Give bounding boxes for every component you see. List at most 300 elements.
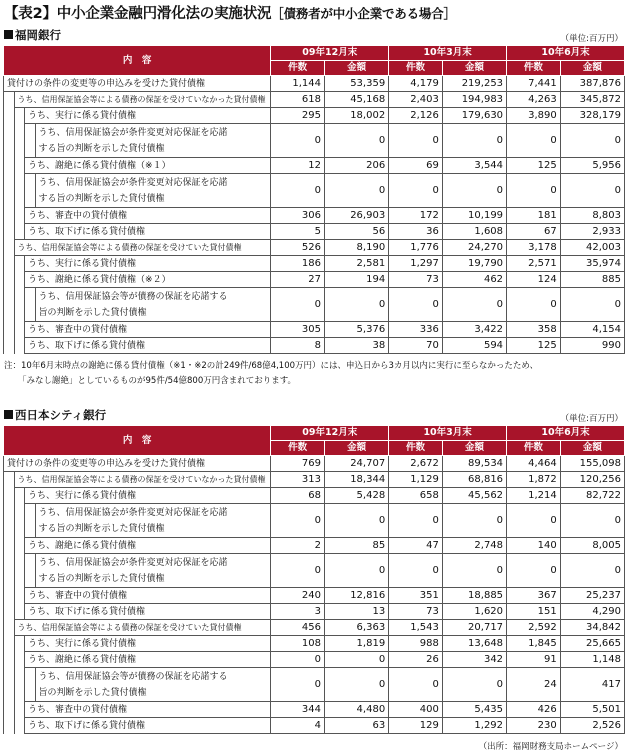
cell-value: 179,630 <box>442 108 506 124</box>
footnote-line: 注：10年6月末時点の謝絶に係る貸付債権（※1・※2の計249件/68億4,100万円）には、申込日から3カ月以内に実行に至らなかったため、 <box>4 361 539 371</box>
table-row <box>4 456 625 472</box>
cell-value: 618 <box>271 92 325 108</box>
cell-value: 68 <box>271 488 325 504</box>
cell-value: 1,129 <box>389 472 443 488</box>
cell-value: 19,790 <box>442 256 506 272</box>
cell-value: 70 <box>389 338 443 354</box>
cell-value: 2,672 <box>389 456 443 472</box>
cell-value: 7,441 <box>507 76 561 92</box>
cell-value: 56 <box>324 224 388 240</box>
cell-value: 85 <box>324 538 388 554</box>
cell-value: 1,297 <box>389 256 443 272</box>
cell-value: 125 <box>507 338 561 354</box>
row-label: うち、審査中の貸付債権 <box>25 208 271 224</box>
cell-value: 24,270 <box>442 240 506 256</box>
indent-cell <box>25 554 36 588</box>
cell-value: 0 <box>560 288 624 322</box>
header-item: 内 容 <box>4 426 271 456</box>
unit-label-2: （単位:百万円） <box>560 414 623 424</box>
table-row <box>4 620 625 636</box>
bank-name-1: 福岡銀行 <box>4 27 61 43</box>
indent-cell <box>14 702 25 718</box>
cell-value: 2,748 <box>442 538 506 554</box>
cell-value: 42,003 <box>560 240 624 256</box>
cell-value: 351 <box>389 588 443 604</box>
cell-value: 0 <box>324 668 388 702</box>
cell-value: 5,435 <box>442 702 506 718</box>
cell-value: 2,933 <box>560 224 624 240</box>
unit-label-1: （単位:百万円） <box>560 34 623 44</box>
table-row <box>4 174 625 208</box>
cell-value: 4,154 <box>560 322 624 338</box>
cell-value: 2,526 <box>560 718 624 734</box>
cell-value: 124 <box>507 272 561 288</box>
cell-value: 186 <box>271 256 325 272</box>
cell-value: 1,292 <box>442 718 506 734</box>
cell-value: 0 <box>324 652 388 668</box>
cell-value: 73 <box>389 604 443 620</box>
cell-value: 3,890 <box>507 108 561 124</box>
cell-value: 0 <box>389 668 443 702</box>
indent-cell <box>4 620 15 636</box>
cell-value: 3 <box>271 604 325 620</box>
row-label: うち、信用保証協会等による債務の保証を受けていた貸付債権 <box>14 620 271 636</box>
cell-value: 305 <box>271 322 325 338</box>
cell-value: 69 <box>389 158 443 174</box>
cell-value: 594 <box>442 338 506 354</box>
cell-value: 0 <box>324 124 388 158</box>
cell-value: 456 <box>271 620 325 636</box>
indent-cell <box>25 504 36 538</box>
indent-cell <box>14 108 25 124</box>
indent-cell <box>4 224 15 240</box>
cell-value: 0 <box>560 174 624 208</box>
cell-value: 769 <box>271 456 325 472</box>
cell-value: 35,974 <box>560 256 624 272</box>
cell-value: 8,803 <box>560 208 624 224</box>
cell-value: 426 <box>507 702 561 718</box>
header-amount: 金額 <box>324 61 388 76</box>
indent-cell <box>14 208 25 224</box>
indent-cell <box>14 256 25 272</box>
cell-value: 194,983 <box>442 92 506 108</box>
header-amount: 金額 <box>560 61 624 76</box>
indent-cell <box>4 488 15 504</box>
indent-cell <box>4 652 15 668</box>
row-label: うち、取下げに係る貸付債権 <box>25 718 271 734</box>
cell-value: 13,648 <box>442 636 506 652</box>
cell-value: 4,263 <box>507 92 561 108</box>
table-row <box>4 538 625 554</box>
row-label: うち、信用保証協会等が債務の保証を応諾する旨の判断を示した貸付債権 <box>35 288 271 322</box>
indent-cell <box>4 668 15 702</box>
cell-value: 0 <box>442 174 506 208</box>
indent-cell <box>14 604 25 620</box>
row-label: うち、信用保証協会等による債務の保証を受けていた貸付債権 <box>14 240 271 256</box>
indent-cell <box>4 554 15 588</box>
cell-value: 1,776 <box>389 240 443 256</box>
indent-cell <box>14 538 25 554</box>
cell-value: 0 <box>442 504 506 538</box>
cell-value: 45,562 <box>442 488 506 504</box>
indent-cell <box>14 588 25 604</box>
table-row <box>4 92 625 108</box>
cell-value: 1,845 <box>507 636 561 652</box>
title-sub: ［債務者が中小企業である場合］ <box>271 6 456 21</box>
cell-value: 63 <box>324 718 388 734</box>
indent-cell <box>14 636 25 652</box>
cell-value: 0 <box>389 288 443 322</box>
cell-value: 0 <box>507 174 561 208</box>
indent-cell <box>25 288 36 322</box>
row-label: うち、信用保証協会等による債務の保証を受けていなかった貸付債権 <box>14 472 271 488</box>
cell-value: 342 <box>442 652 506 668</box>
table-row <box>4 76 625 92</box>
cell-value: 25,237 <box>560 588 624 604</box>
cell-value: 2,592 <box>507 620 561 636</box>
table-row <box>4 504 625 538</box>
cell-value: 3,544 <box>442 158 506 174</box>
cell-value: 219,253 <box>442 76 506 92</box>
results-table-nishinihon-city <box>3 425 625 734</box>
table-row <box>4 604 625 620</box>
indent-cell <box>14 158 25 174</box>
square-bullet-icon <box>4 30 13 39</box>
indent-cell <box>14 652 25 668</box>
row-label: うち、謝絶に係る貸付債権（※１） <box>25 158 271 174</box>
indent-cell <box>4 174 15 208</box>
indent-cell <box>14 338 25 354</box>
cell-value: 18,344 <box>324 472 388 488</box>
cell-value: 306 <box>271 208 325 224</box>
cell-value: 5,501 <box>560 702 624 718</box>
row-label: うち、謝絶に係る貸付債権 <box>25 538 271 554</box>
cell-value: 8,005 <box>560 538 624 554</box>
table-row <box>4 240 625 256</box>
table-row <box>4 554 625 588</box>
cell-value: 3,422 <box>442 322 506 338</box>
cell-value: 26,903 <box>324 208 388 224</box>
header-period: 09年12月末 <box>271 426 389 441</box>
cell-value: 8,190 <box>324 240 388 256</box>
header-period: 10年3月末 <box>389 46 507 61</box>
indent-cell <box>4 208 15 224</box>
cell-value: 0 <box>442 124 506 158</box>
cell-value: 0 <box>324 554 388 588</box>
indent-cell <box>14 718 25 734</box>
row-label: うち、信用保証協会等による債務の保証を受けていなかった貸付債権 <box>14 92 271 108</box>
cell-value: 13 <box>324 604 388 620</box>
cell-value: 0 <box>442 668 506 702</box>
table-row <box>4 702 625 718</box>
indent-cell <box>4 338 15 354</box>
cell-value: 120,256 <box>560 472 624 488</box>
cell-value: 0 <box>271 288 325 322</box>
cell-value: 73 <box>389 272 443 288</box>
table-row <box>4 472 625 488</box>
row-label: うち、審査中の貸付債権 <box>25 322 271 338</box>
cell-value: 4 <box>271 718 325 734</box>
indent-cell <box>4 636 15 652</box>
cell-value: 5,428 <box>324 488 388 504</box>
cell-value: 67 <box>507 224 561 240</box>
cell-value: 129 <box>389 718 443 734</box>
indent-cell <box>14 272 25 288</box>
cell-value: 5 <box>271 224 325 240</box>
indent-cell <box>4 256 15 272</box>
header-count: 件数 <box>389 61 443 76</box>
cell-value: 18,002 <box>324 108 388 124</box>
cell-value: 2 <box>271 538 325 554</box>
row-label: うち、実行に係る貸付債権 <box>25 108 271 124</box>
cell-value: 0 <box>389 174 443 208</box>
cell-value: 0 <box>560 124 624 158</box>
cell-value: 25,665 <box>560 636 624 652</box>
row-label: うち、信用保証協会が条件変更対応保証を応諾する旨の判断を示した貸付債権 <box>35 124 271 158</box>
row-label: うち、実行に係る貸付債権 <box>25 636 271 652</box>
cell-value: 313 <box>271 472 325 488</box>
cell-value: 1,214 <box>507 488 561 504</box>
cell-value: 0 <box>271 174 325 208</box>
indent-cell <box>4 108 15 124</box>
row-label: うち、実行に係る貸付債権 <box>25 256 271 272</box>
header-amount: 金額 <box>442 61 506 76</box>
header-count: 件数 <box>507 61 561 76</box>
indent-cell <box>14 668 25 702</box>
header-period: 10年6月末 <box>507 426 625 441</box>
cell-value: 206 <box>324 158 388 174</box>
cell-value: 10,199 <box>442 208 506 224</box>
indent-cell <box>25 668 36 702</box>
cell-value: 462 <box>442 272 506 288</box>
cell-value: 24,707 <box>324 456 388 472</box>
cell-value: 658 <box>389 488 443 504</box>
cell-value: 0 <box>271 554 325 588</box>
header-amount: 金額 <box>442 441 506 456</box>
cell-value: 26 <box>389 652 443 668</box>
cell-value: 4,464 <box>507 456 561 472</box>
indent-cell <box>4 92 15 108</box>
cell-value: 1,620 <box>442 604 506 620</box>
table-row <box>4 338 625 354</box>
header-row <box>4 426 625 441</box>
cell-value: 20,717 <box>442 620 506 636</box>
header-period: 09年12月末 <box>271 46 389 61</box>
cell-value: 89,534 <box>442 456 506 472</box>
header-row <box>4 46 625 61</box>
cell-value: 18,885 <box>442 588 506 604</box>
cell-value: 400 <box>389 702 443 718</box>
indent-cell <box>4 604 15 620</box>
cell-value: 108 <box>271 636 325 652</box>
cell-value: 0 <box>507 124 561 158</box>
cell-value: 344 <box>271 702 325 718</box>
cell-value: 181 <box>507 208 561 224</box>
row-label: うち、信用保証協会等が債務の保証を応諾する旨の判断を示した貸付債権 <box>35 668 271 702</box>
cell-value: 4,480 <box>324 702 388 718</box>
cell-value: 125 <box>507 158 561 174</box>
header-count: 件数 <box>507 441 561 456</box>
footnote-line: 「みなし謝絶」としているものが95件/54億800万円含まれております。 <box>18 376 297 386</box>
cell-value: 155,098 <box>560 456 624 472</box>
cell-value: 0 <box>389 124 443 158</box>
cell-value: 417 <box>560 668 624 702</box>
table-row <box>4 208 625 224</box>
cell-value: 988 <box>389 636 443 652</box>
cell-value: 990 <box>560 338 624 354</box>
cell-value: 1,144 <box>271 76 325 92</box>
row-label: 貸付けの条件の変更等の申込みを受けた貸付債権 <box>4 456 271 472</box>
cell-value: 1,543 <box>389 620 443 636</box>
cell-value: 12,816 <box>324 588 388 604</box>
indent-cell <box>4 124 15 158</box>
header-count: 件数 <box>271 61 325 76</box>
header-period: 10年6月末 <box>507 46 625 61</box>
cell-value: 2,126 <box>389 108 443 124</box>
cell-value: 387,876 <box>560 76 624 92</box>
square-bullet-icon <box>4 410 13 419</box>
indent-cell <box>14 322 25 338</box>
cell-value: 36 <box>389 224 443 240</box>
cell-value: 1,819 <box>324 636 388 652</box>
cell-value: 34,842 <box>560 620 624 636</box>
cell-value: 3,178 <box>507 240 561 256</box>
cell-value: 0 <box>271 668 325 702</box>
source-note: （出所：福岡財務支局ホームページ） <box>478 742 623 752</box>
row-label: うち、信用保証協会が条件変更対応保証を応諾する旨の判断を示した貸付債権 <box>35 504 271 538</box>
indent-cell <box>14 224 25 240</box>
bank-name-2: 西日本シティ銀行 <box>4 407 106 423</box>
indent-cell <box>14 488 25 504</box>
cell-value: 45,168 <box>324 92 388 108</box>
cell-value: 336 <box>389 322 443 338</box>
cell-value: 68,816 <box>442 472 506 488</box>
cell-value: 38 <box>324 338 388 354</box>
cell-value: 8 <box>271 338 325 354</box>
cell-value: 885 <box>560 272 624 288</box>
cell-value: 0 <box>507 554 561 588</box>
indent-cell <box>4 718 15 734</box>
indent-cell <box>4 702 15 718</box>
cell-value: 0 <box>324 504 388 538</box>
row-label: うち、信用保証協会が条件変更対応保証を応諾する旨の判断を示した貸付債権 <box>35 554 271 588</box>
title-main: 【表2】中小企業金融円滑化法の実施状況 <box>4 6 272 22</box>
table-row <box>4 322 625 338</box>
cell-value: 53,359 <box>324 76 388 92</box>
row-label: うち、審査中の貸付債権 <box>25 702 271 718</box>
indent-cell <box>4 288 15 322</box>
row-label: うち、謝絶に係る貸付債権 <box>25 652 271 668</box>
cell-value: 0 <box>324 174 388 208</box>
table-row <box>4 652 625 668</box>
cell-value: 0 <box>389 504 443 538</box>
indent-cell <box>14 174 25 208</box>
indent-cell <box>25 124 36 158</box>
cell-value: 1,148 <box>560 652 624 668</box>
cell-value: 230 <box>507 718 561 734</box>
cell-value: 151 <box>507 604 561 620</box>
cell-value: 358 <box>507 322 561 338</box>
indent-cell <box>4 538 15 554</box>
indent-cell <box>4 472 15 488</box>
cell-value: 172 <box>389 208 443 224</box>
table-row <box>4 256 625 272</box>
cell-value: 0 <box>271 504 325 538</box>
cell-value: 0 <box>442 554 506 588</box>
cell-value: 0 <box>507 504 561 538</box>
indent-cell <box>14 554 25 588</box>
cell-value: 2,581 <box>324 256 388 272</box>
row-label: うち、実行に係る貸付債権 <box>25 488 271 504</box>
footnote <box>4 359 538 389</box>
row-label: うち、取下げに係る貸付債権 <box>25 224 271 240</box>
cell-value: 526 <box>271 240 325 256</box>
row-label: うち、謝絶に係る貸付債権（※２） <box>25 272 271 288</box>
indent-cell <box>4 240 15 256</box>
cell-value: 82,722 <box>560 488 624 504</box>
cell-value: 0 <box>324 288 388 322</box>
row-label: うち、取下げに係る貸付債権 <box>25 604 271 620</box>
indent-cell <box>14 124 25 158</box>
page-title <box>4 2 456 23</box>
cell-value: 24 <box>507 668 561 702</box>
cell-value: 1,608 <box>442 224 506 240</box>
row-label: 貸付けの条件の変更等の申込みを受けた貸付債権 <box>4 76 271 92</box>
cell-value: 0 <box>507 288 561 322</box>
cell-value: 367 <box>507 588 561 604</box>
cell-value: 295 <box>271 108 325 124</box>
table-row <box>4 158 625 174</box>
cell-value: 5,376 <box>324 322 388 338</box>
cell-value: 4,179 <box>389 76 443 92</box>
indent-cell <box>4 158 15 174</box>
header-item: 内 容 <box>4 46 271 76</box>
row-label: うち、審査中の貸付債権 <box>25 588 271 604</box>
indent-cell <box>4 504 15 538</box>
header-amount: 金額 <box>560 441 624 456</box>
indent-cell <box>25 174 36 208</box>
table-row <box>4 718 625 734</box>
table-row <box>4 668 625 702</box>
cell-value: 0 <box>389 554 443 588</box>
cell-value: 12 <box>271 158 325 174</box>
table-row <box>4 288 625 322</box>
table-row <box>4 272 625 288</box>
table-row <box>4 636 625 652</box>
cell-value: 2,571 <box>507 256 561 272</box>
indent-cell <box>14 288 25 322</box>
cell-value: 345,872 <box>560 92 624 108</box>
cell-value: 328,179 <box>560 108 624 124</box>
cell-value: 27 <box>271 272 325 288</box>
header-count: 件数 <box>389 441 443 456</box>
row-label: うち、信用保証協会が条件変更対応保証を応諾する旨の判断を示した貸付債権 <box>35 174 271 208</box>
row-label: うち、取下げに係る貸付債権 <box>25 338 271 354</box>
table-row <box>4 488 625 504</box>
cell-value: 0 <box>442 288 506 322</box>
table-row <box>4 588 625 604</box>
header-amount: 金額 <box>324 441 388 456</box>
cell-value: 6,363 <box>324 620 388 636</box>
cell-value: 240 <box>271 588 325 604</box>
indent-cell <box>4 588 15 604</box>
cell-value: 1,872 <box>507 472 561 488</box>
cell-value: 0 <box>271 652 325 668</box>
cell-value: 0 <box>560 554 624 588</box>
header-period: 10年3月末 <box>389 426 507 441</box>
cell-value: 5,956 <box>560 158 624 174</box>
cell-value: 194 <box>324 272 388 288</box>
